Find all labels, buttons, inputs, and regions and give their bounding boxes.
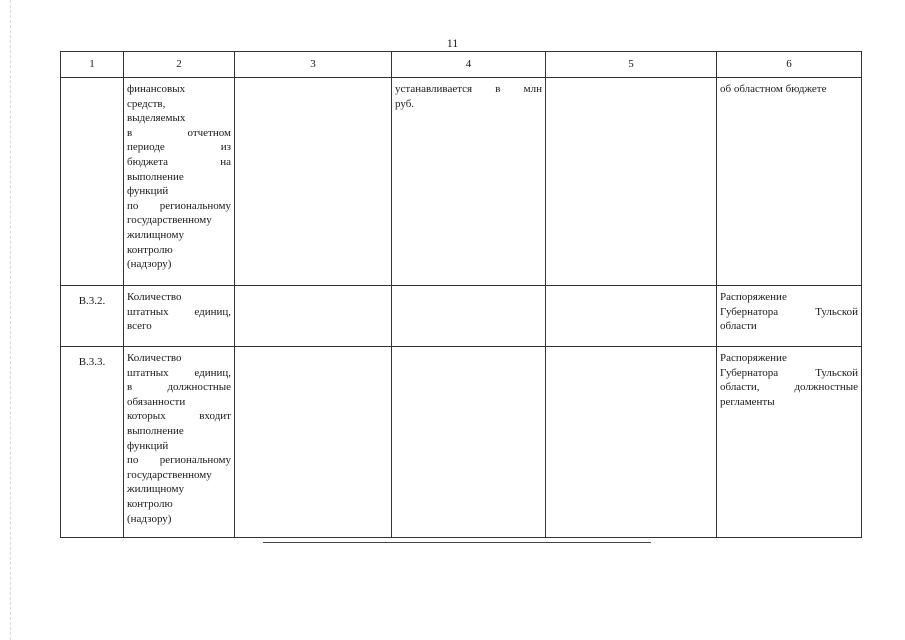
cell-text-line: (надзору) [127,258,172,271]
cell-text-line: контролю [127,497,173,510]
cell-text-line: в отчетном [127,126,231,139]
table-row [61,347,862,538]
cell-text-line: функций [127,185,169,198]
cell-text-line: выполнение [127,424,184,437]
cell-text-line: финансовых [127,83,186,95]
column-3-cell [235,286,392,347]
document-table [60,51,862,538]
cell-text-line: бюджета на [127,155,231,168]
column-5-cell [546,78,717,286]
indicator-name-cell [124,347,235,538]
cell-text-line: по региональному [127,199,231,212]
cell-text-line: периоде из [127,141,231,154]
cell-text-line: выполнение [127,170,184,183]
cell-text-line: которых входит [127,410,231,423]
bottom-separator-line [263,542,651,543]
column-4-cell [392,286,546,347]
indicator-name-cell [124,78,235,286]
cell-text-line: в должностные [127,381,231,394]
row-number-cell [61,78,124,286]
margin-scan-marks [10,0,13,640]
cell-text-line: функций [127,439,169,452]
column-5-cell [546,286,717,347]
column-4-cell [392,347,546,538]
cell-text-line: всего [127,320,152,333]
cell-text-line: регламенты [720,395,775,408]
cell-text-line: Количество [127,352,182,364]
indicator-name-cell [124,286,235,347]
column-header-2: 2 [124,52,235,78]
cell-text-line: Количество [127,291,182,303]
table-header-row [61,52,862,78]
page-number: 11 [446,36,459,50]
cell-text-line: контролю [127,243,173,256]
source-cell [717,347,862,538]
column-4-cell [392,78,546,286]
column-header-6: 6 [717,52,862,78]
cell-text-line: штатных единиц, [127,305,231,318]
cell-text-line: Губернатора Тульской [720,366,858,379]
column-3-cell [235,78,392,286]
column-header-3: 3 [235,52,392,78]
cell-text-line: по региональному [127,454,231,467]
column-header-5: 5 [546,52,717,78]
cell-text-line: об областном бюджете [720,83,827,95]
table-row [61,286,862,347]
column-header-1: 1 [61,52,124,78]
cell-text-line: Губернатора Тульской [720,305,858,318]
column-header-4: 4 [392,52,546,78]
cell-text-line: области [720,320,757,333]
row-number-cell: В.3.2. [61,286,124,347]
cell-text-line: государственному [127,214,212,227]
cell-text-line: средств, [127,97,166,110]
cell-text-line: жилищному [127,228,184,241]
column-5-cell [546,347,717,538]
cell-text-line: Распоряжение [720,291,787,303]
row-number-cell: В.3.3. [61,347,124,538]
cell-text-line: (надзору) [127,512,172,525]
cell-text-line: жилищному [127,483,184,496]
cell-text-line: руб. [395,97,415,110]
cell-text-line: государственному [127,468,212,481]
source-cell [717,286,862,347]
column-3-cell [235,347,392,538]
table-row [61,78,862,286]
cell-text-line: штатных единиц, [127,366,231,379]
cell-text-line: Распоряжение [720,352,787,364]
cell-text-line: обязанности [127,395,186,408]
source-cell [717,78,862,286]
cell-text-line: устанавливается в млн [395,83,542,95]
cell-text-line: области, должностные [720,381,858,394]
cell-text-line: выделяемых [127,112,186,125]
